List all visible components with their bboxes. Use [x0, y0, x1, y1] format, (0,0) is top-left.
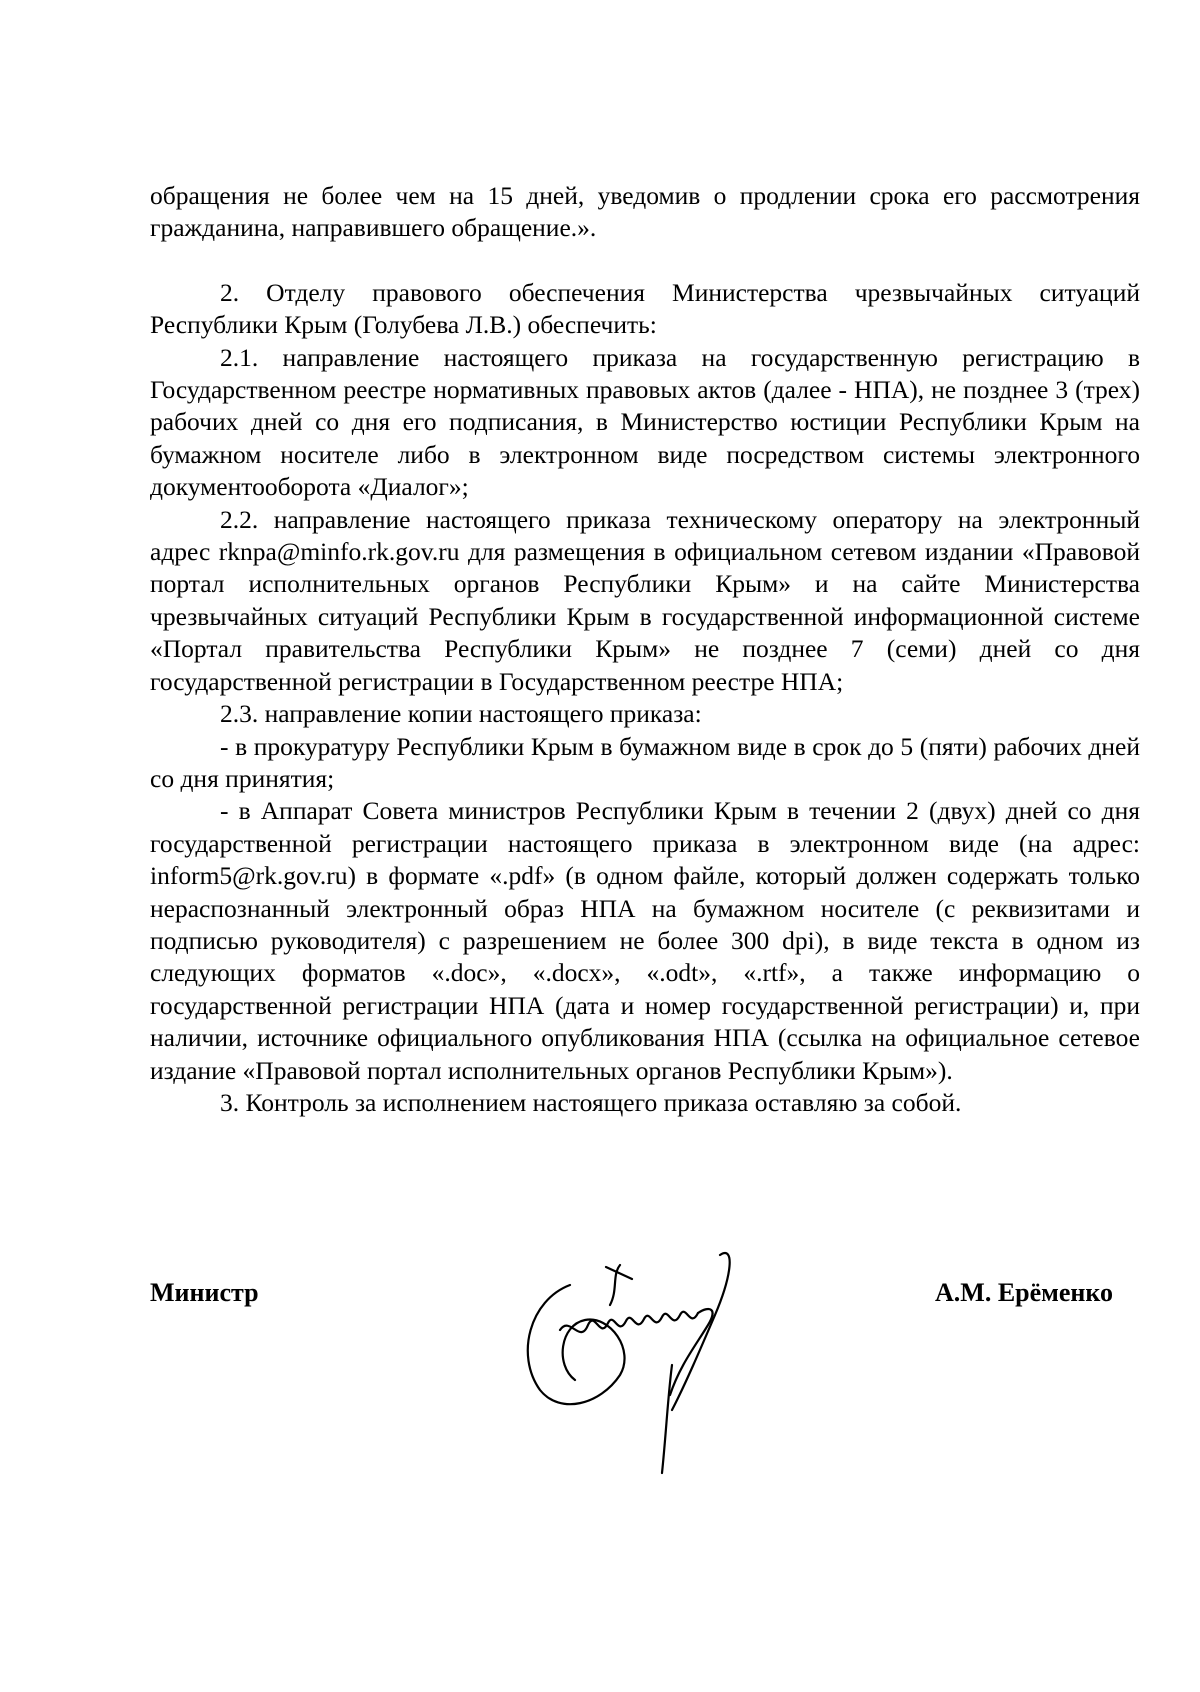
paragraph-item-2-2: 2.2. направление настоящего приказа техническому оператору на электронный адрес rknpa@minfo.rk.gov.ru для размещения в официальном сетевом издании «Правовой портал исполнительных органов Республики Крым» и на сайте Министерства чрезвычайных ситуаций Республики Крым в государственной информационной системе «Портал правительства Республики Крым» не позднее 7 (семи) дней со дня государственной регистрации в Государственном реестре НПА;: [150, 504, 1140, 696]
paragraph-item-3: 3. Контроль за исполнением настоящего приказа оставляю за собой.: [220, 1087, 962, 1117]
paragraph-item-2-1: 2.1. направление настоящего приказа на государственную регистрацию в Государственном реестре нормативных правовых актов (далее - НПА), не позднее 3 (трех) рабочих дней со дня его подписания, в Министерство юстиции Республики Крым на бумажном носителе либо в электронном виде посредством системы электронного документооборота «Диалог»;: [150, 342, 1140, 502]
paragraph-item-council: - в Аппарат Совета министров Республики Крым в течении 2 (двух) дней со дня государственной регистрации настоящего приказа в электронном виде (на адрес: inform5@rk.gov.ru) в формате «.pdf» (в одном файле, который должен содержать только нераспознанный электронный образ НПА на бумажном носителе (с реквизитами и подписью руководителя) с разрешением не более 300 dpi), в виде текста в одном из следующих форматов «.doc», «.docx», «.odt», «.rtf», а также информацию о государственной регистрации НПА (дата и номер государственной регистрации) и, при наличии, источнике официального опубликования НПА (ссылка на официальное сетевое издание «Правовой портал исполнительных органов Республики Крым»).: [150, 796, 1140, 1085]
document-body: [150, 180, 1140, 1119]
paragraph-item-prosecutor: - в прокуратуру Республики Крым в бумажном виде в срок до 5 (пяти) рабочих дней со дня принятия;: [150, 731, 1140, 793]
handwritten-signature: [500, 1245, 780, 1475]
paragraph-continuation: обращения не более чем на 15 дней, уведомив о продлении срока его рассмотрения гражданина, направившего обращение.».: [150, 181, 1140, 243]
signer-name: А.М. Ерёменко: [935, 1278, 1114, 1307]
paragraph-item-2-3: 2.3. направление копии настоящего приказа:: [220, 699, 702, 729]
paragraph-item-2: 2. Отделу правового обеспечения Министерства чрезвычайных ситуаций Республики Крым (Голубева Л.В.) обеспечить:: [150, 277, 1140, 340]
signer-position: Министр: [150, 1278, 259, 1307]
